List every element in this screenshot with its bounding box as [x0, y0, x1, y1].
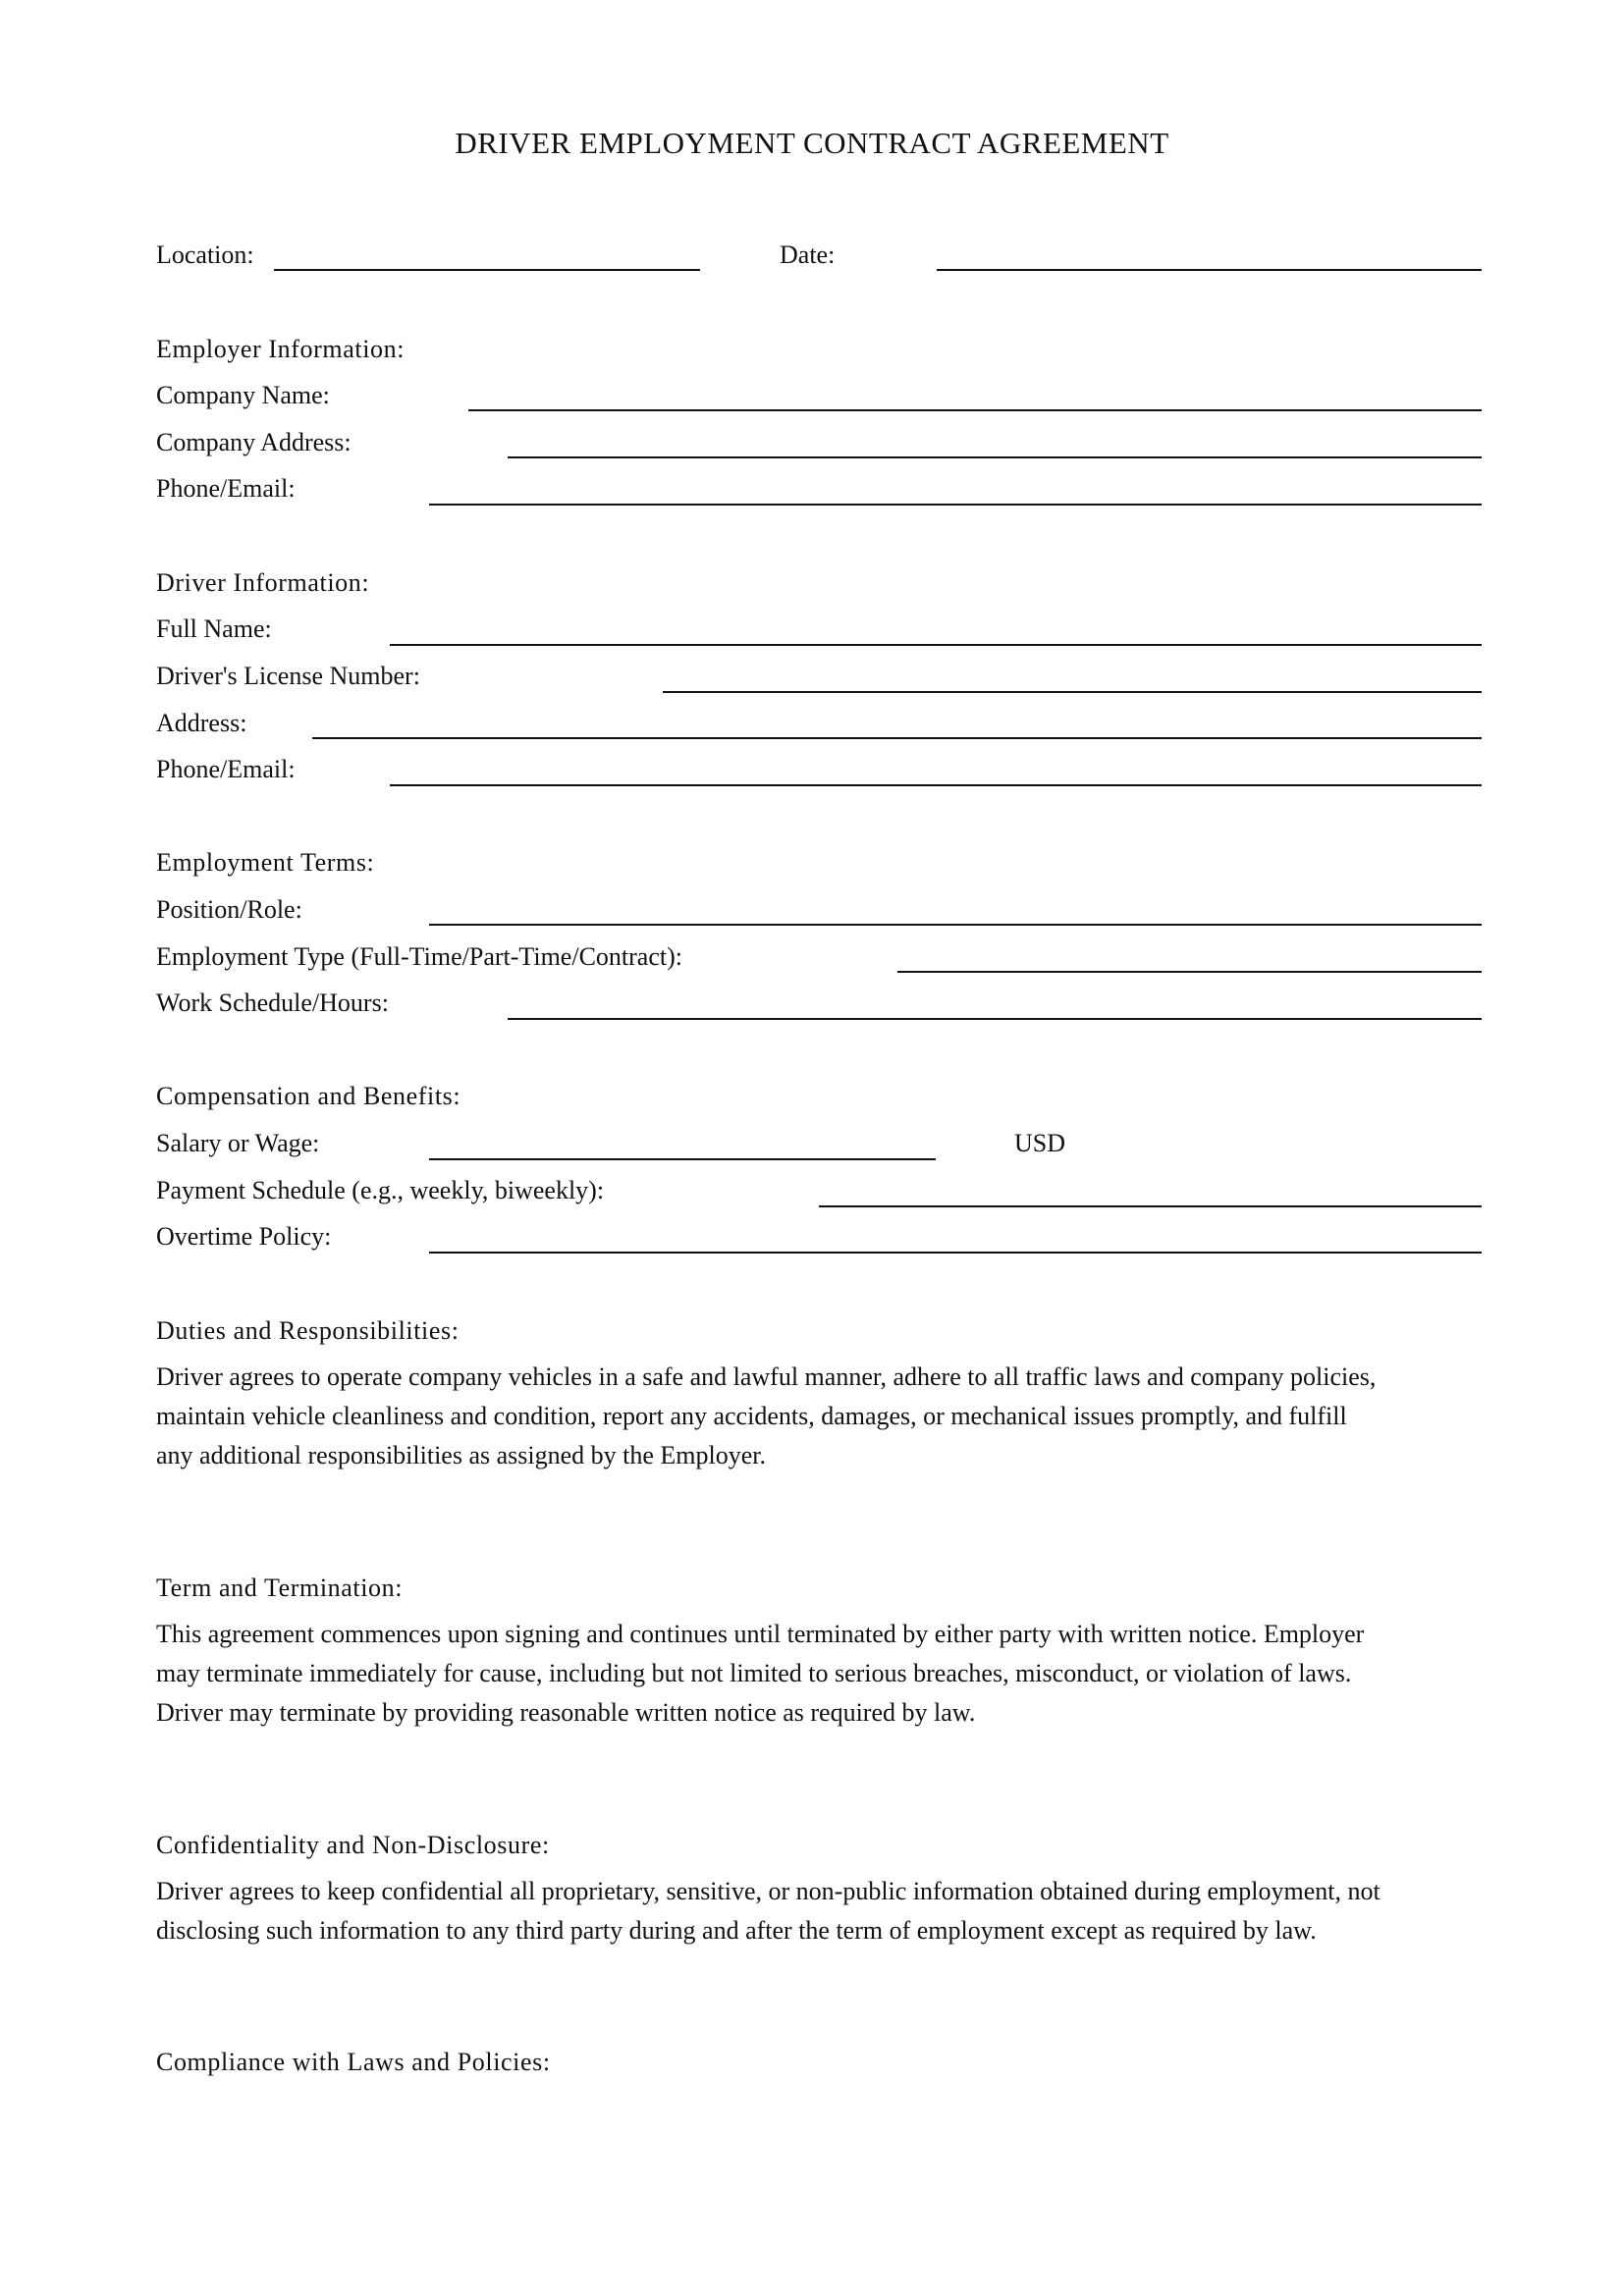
location-label: Location: [156, 240, 254, 269]
employment-terms-heading: Employment Terms: [156, 848, 375, 877]
position-label: Position/Role: [156, 895, 302, 924]
overtime-field[interactable] [429, 1252, 1482, 1254]
duties-paragraph [156, 1358, 1491, 1475]
employer-phone-email-label: Phone/Email: [156, 474, 296, 503]
date-label: Date: [780, 240, 836, 269]
duties-line: maintain vehicle cleanliness and condition, report any accidents, damages, or mechanical issues promptly, and fulfill [156, 1402, 1347, 1430]
salary-field[interactable] [429, 1158, 936, 1160]
work-schedule-field[interactable] [508, 1018, 1482, 1020]
confidentiality-line: Driver agrees to keep confidential all proprietary, sensitive, or non-public information obtained during employment, not [156, 1877, 1380, 1905]
date-field[interactable] [937, 269, 1482, 271]
driver-phone-email-field[interactable] [390, 784, 1482, 786]
compliance-heading: Compliance with Laws and Policies: [156, 2048, 551, 2076]
driver-address-label: Address: [156, 709, 247, 737]
position-field[interactable] [429, 924, 1482, 926]
termination-paragraph [156, 1615, 1491, 1733]
termination-heading: Term and Termination: [156, 1574, 404, 1602]
full-name-field[interactable] [390, 644, 1482, 646]
employer-heading: Employer Information: [156, 335, 406, 363]
termination-line: Driver may terminate by providing reasonable written notice as required by law. [156, 1698, 976, 1727]
company-name-field[interactable] [468, 409, 1482, 411]
confidentiality-line: disclosing such information to any third party during and after the term of employment except as required by law. [156, 1916, 1317, 1945]
compensation-heading: Compensation and Benefits: [156, 1082, 461, 1110]
duties-heading: Duties and Responsibilities: [156, 1316, 460, 1345]
duties-line: Driver agrees to operate company vehicles in a safe and lawful manner, adhere to all traffic laws and company policies, [156, 1362, 1377, 1391]
currency-label: USD [1014, 1129, 1066, 1157]
confidentiality-heading: Confidentiality and Non-Disclosure: [156, 1831, 550, 1859]
driver-heading: Driver Information: [156, 568, 370, 597]
full-name-label: Full Name: [156, 614, 272, 643]
confidentiality-paragraph [156, 1872, 1491, 1950]
employer-phone-email-field[interactable] [429, 504, 1482, 506]
driver-address-field[interactable] [312, 737, 1482, 739]
location-field[interactable] [274, 269, 700, 271]
company-address-label: Company Address: [156, 428, 352, 456]
work-schedule-label: Work Schedule/Hours: [156, 988, 389, 1017]
overtime-label: Overtime Policy: [156, 1222, 332, 1251]
termination-line: This agreement commences upon signing and continues until terminated by either party with written notice. Employer [156, 1620, 1365, 1648]
company-name-label: Company Name: [156, 381, 330, 409]
termination-line: may terminate immediately for cause, including but not limited to serious breaches, misconduct, or violation of laws. [156, 1659, 1352, 1687]
driver-phone-email-label: Phone/Email: [156, 755, 296, 783]
license-label: Driver's License Number: [156, 662, 420, 690]
page-title: DRIVER EMPLOYMENT CONTRACT AGREEMENT [455, 126, 1169, 160]
duties-line: any additional responsibilities as assigned by the Employer. [156, 1441, 767, 1469]
employment-type-label: Employment Type (Full-Time/Part-Time/Contract): [156, 942, 682, 971]
license-field[interactable] [663, 691, 1482, 693]
salary-label: Salary or Wage: [156, 1129, 320, 1157]
company-address-field[interactable] [508, 456, 1482, 458]
payment-schedule-field[interactable] [819, 1205, 1482, 1207]
employment-type-field[interactable] [897, 971, 1482, 973]
payment-schedule-label: Payment Schedule (e.g., weekly, biweekly): [156, 1176, 605, 1204]
